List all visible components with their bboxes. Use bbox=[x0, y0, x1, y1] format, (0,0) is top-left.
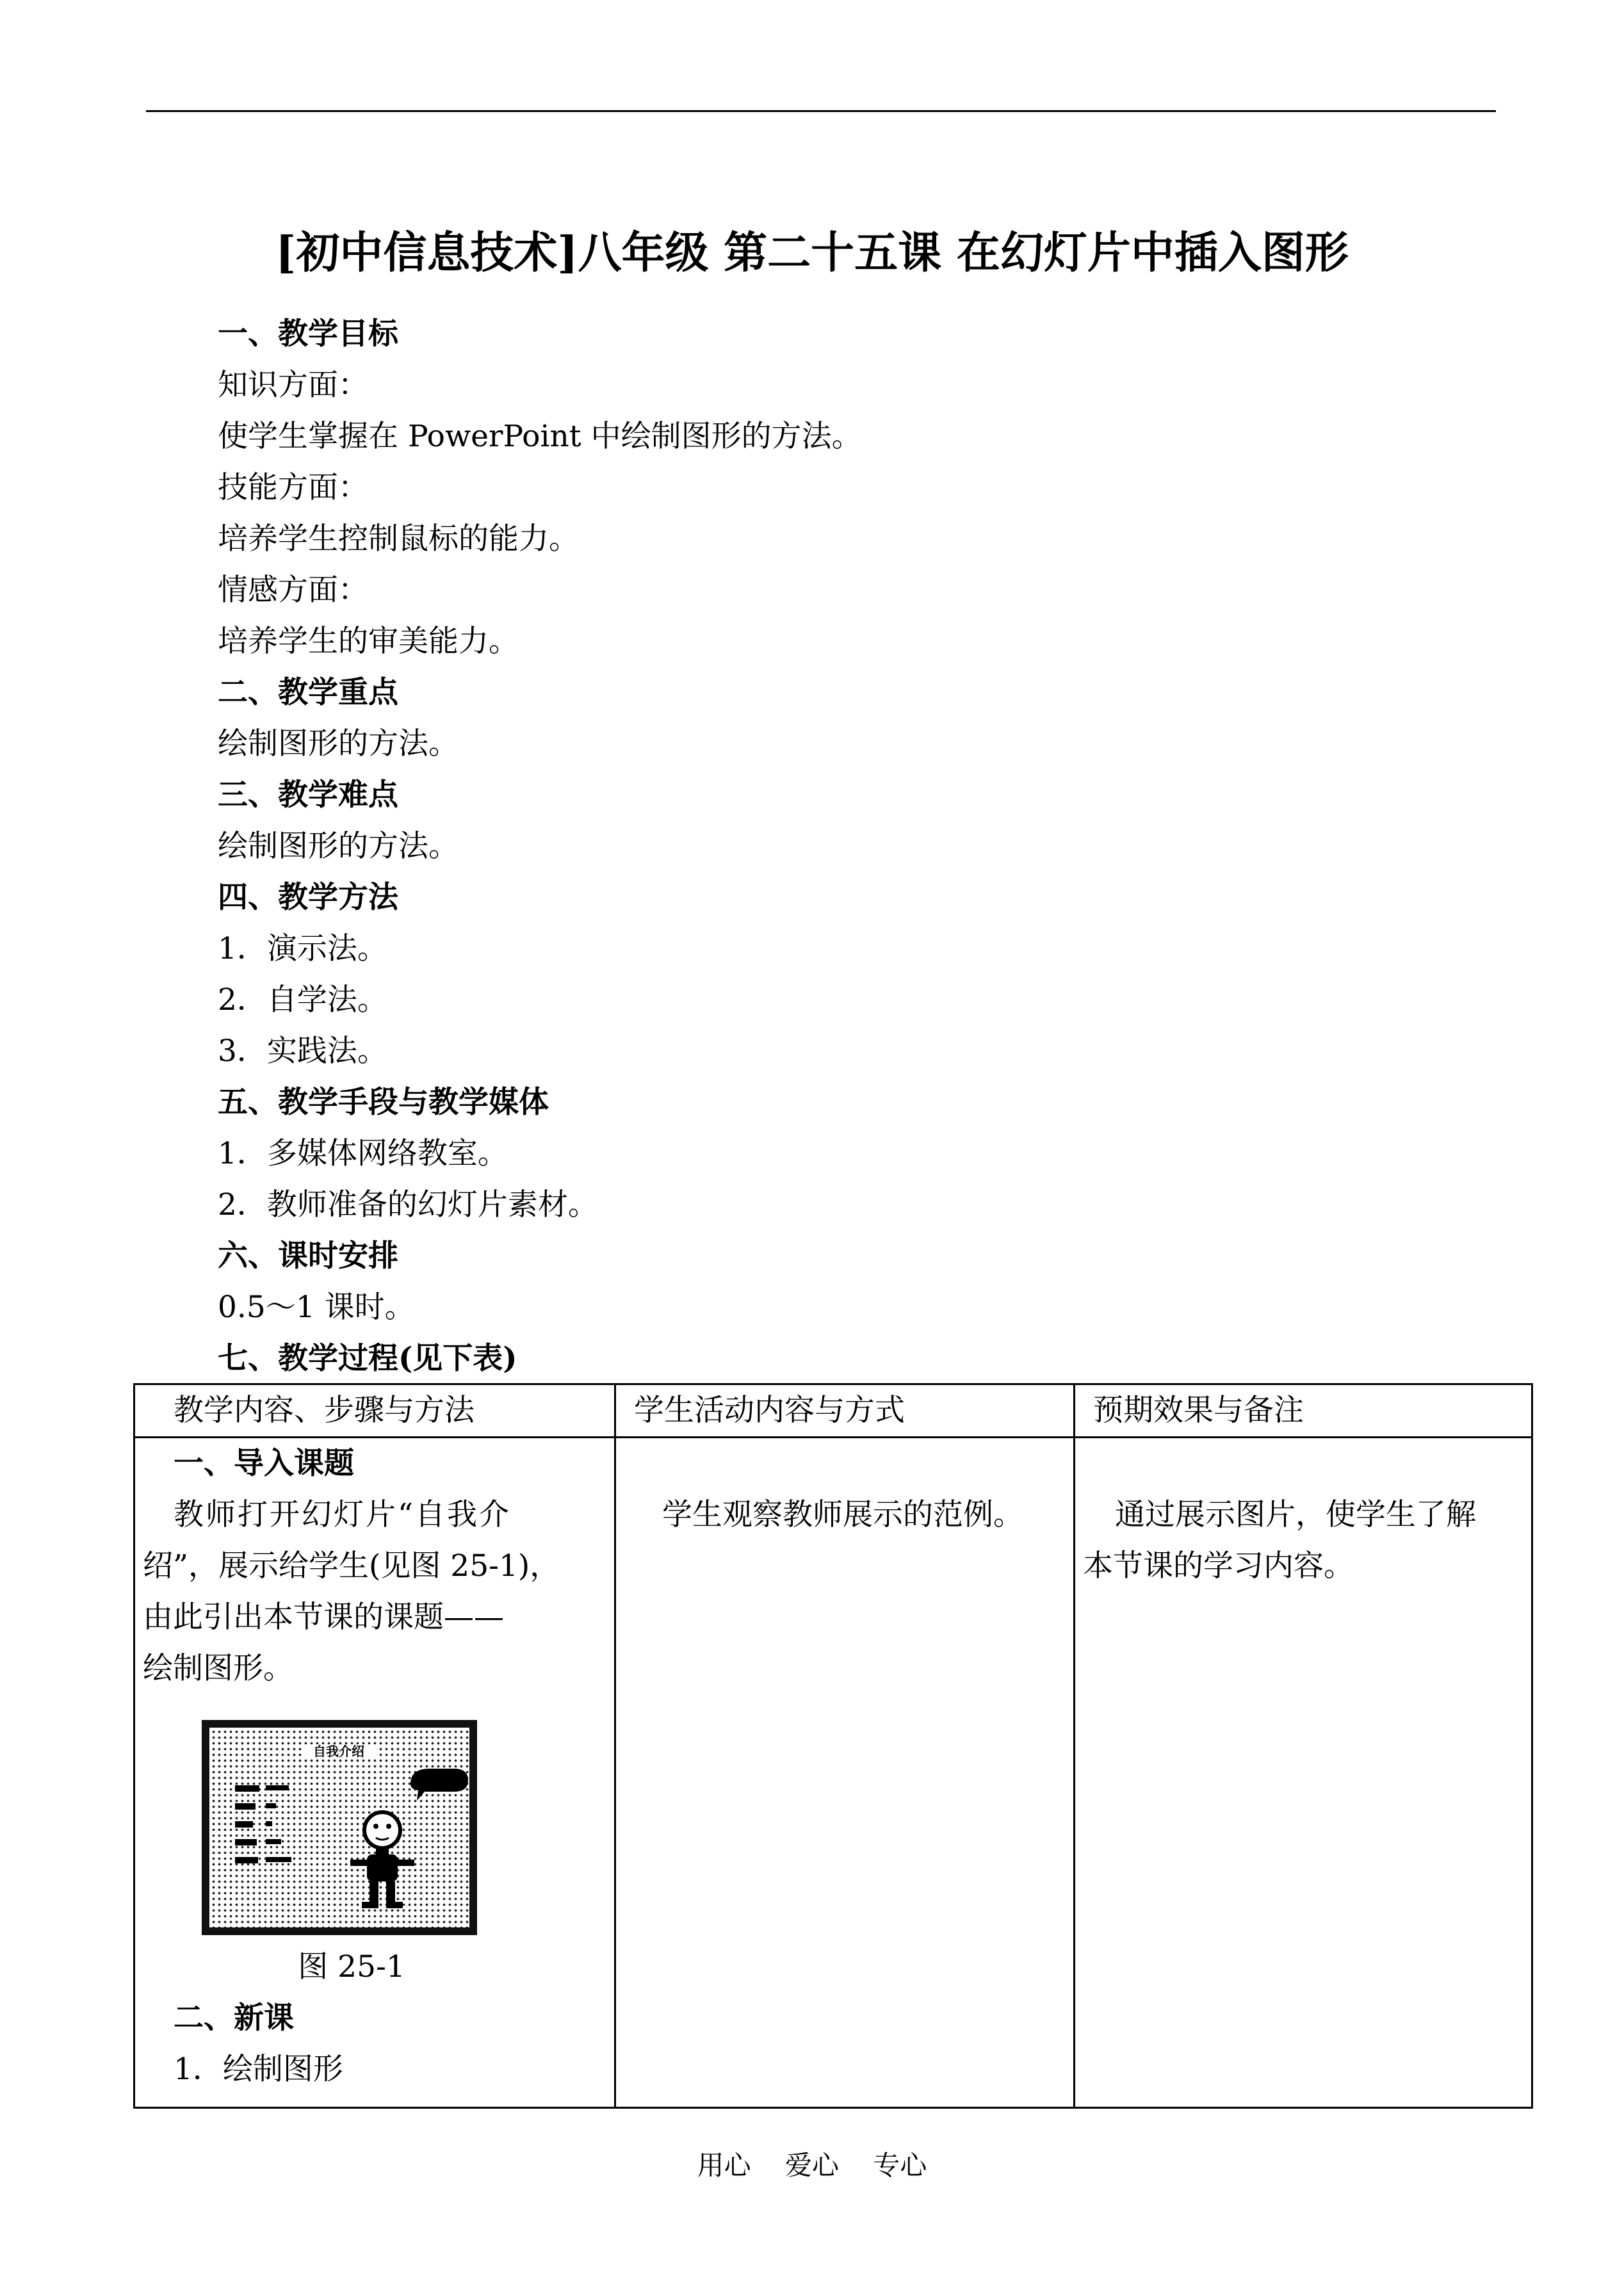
new-lesson-item-1: 1．绘制图形 bbox=[174, 2052, 343, 2087]
figure-caption: 图 25-1 bbox=[298, 1949, 405, 1984]
section-heading-process: 七、教学过程(见下表) bbox=[218, 1341, 517, 1376]
expected-effect-line-2: 本节课的学习内容。 bbox=[1083, 1548, 1354, 1584]
expected-effect-line-1: 通过展示图片，使学生了解 bbox=[1115, 1497, 1476, 1532]
table-header-expected-effect: 预期效果与备注 bbox=[1075, 1384, 1532, 1438]
document-title: [初中信息技术]八年级 第二十五课 在幻灯片中插入图形 bbox=[275, 227, 1349, 279]
section-heading-objectives: 一、教学目标 bbox=[218, 316, 398, 352]
table-cell-expected-effect bbox=[1075, 1438, 1532, 2108]
key-points-text: 绘制图形的方法。 bbox=[218, 726, 459, 761]
intro-heading: 一、导入课题 bbox=[174, 1446, 354, 1481]
method-item-1: 1．演示法。 bbox=[218, 931, 387, 966]
section-heading-difficulties: 三、教学难点 bbox=[218, 777, 398, 813]
table-cell-student-activity bbox=[615, 1438, 1075, 2108]
section-heading-key-points: 二、教学重点 bbox=[218, 675, 398, 710]
intro-text-line-4: 绘制图形。 bbox=[143, 1651, 293, 1686]
page-footer: 用心 爱心 专心 bbox=[697, 2150, 927, 2181]
header-rule bbox=[146, 110, 1496, 112]
difficulties-text: 绘制图形的方法。 bbox=[218, 829, 459, 864]
objective-skill-label: 技能方面： bbox=[218, 470, 368, 505]
objective-emotion-label: 情感方面： bbox=[218, 572, 368, 608]
new-lesson-heading: 二、新课 bbox=[174, 2000, 294, 2036]
svg-text:自我介绍: 自我介绍 bbox=[313, 1744, 364, 1759]
student-activity-text: 学生观察教师展示的范例。 bbox=[662, 1497, 1023, 1532]
schedule-text: 0.5～1 课时。 bbox=[218, 1290, 415, 1325]
objective-knowledge-text: 使学生掌握在 PowerPoint 中绘制图形的方法。 bbox=[218, 419, 862, 454]
objective-emotion-text: 培养学生的审美能力。 bbox=[218, 624, 519, 659]
intro-text-line-3: 由此引出本节课的课题—— bbox=[143, 1600, 504, 1635]
objective-knowledge-label: 知识方面： bbox=[218, 368, 368, 403]
self-introduction-slide-thumbnail-icon bbox=[199, 1717, 481, 1938]
media-item-1: 1．多媒体网络教室。 bbox=[218, 1136, 508, 1171]
table-header-student-activity: 学生活动内容与方式 bbox=[615, 1384, 1075, 1438]
figure-25-1 bbox=[135, 1717, 568, 1993]
section-heading-media: 五、教学手段与教学媒体 bbox=[218, 1085, 549, 1120]
media-item-2: 2．教师准备的幻灯片素材。 bbox=[218, 1187, 598, 1222]
intro-text-line-2: 绍”，展示给学生(见图 25-1)， bbox=[143, 1548, 560, 1584]
method-item-3: 3．实践法。 bbox=[218, 1034, 387, 1069]
teaching-process-table bbox=[133, 1383, 1533, 2109]
intro-text-line-1: 教师打开幻灯片“自我介 bbox=[174, 1497, 512, 1532]
section-heading-schedule: 六、课时安排 bbox=[218, 1238, 398, 1274]
table-header-row bbox=[134, 1384, 1532, 1438]
method-item-2: 2．自学法。 bbox=[218, 982, 387, 1018]
objective-skill-text: 培养学生控制鼠标的能力。 bbox=[218, 521, 579, 556]
table-cell-content bbox=[134, 1438, 615, 2108]
lesson-plan-body bbox=[218, 309, 1492, 1384]
table-header-content: 教学内容、步骤与方法 bbox=[134, 1384, 615, 1438]
section-heading-methods: 四、教学方法 bbox=[218, 880, 398, 915]
table-row bbox=[134, 1438, 1532, 2108]
